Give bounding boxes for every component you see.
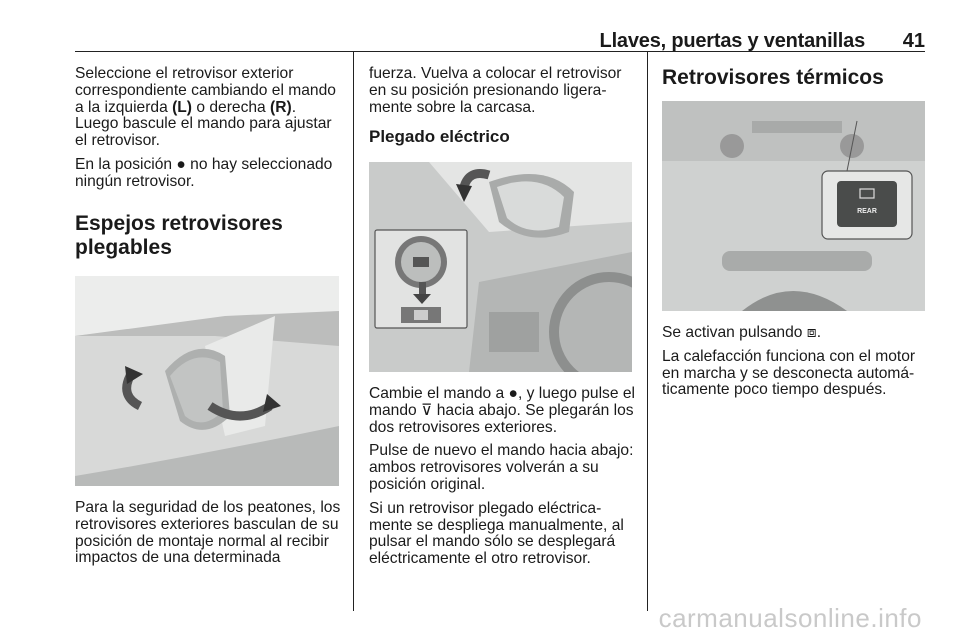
rear-defrost-illustration (662, 101, 925, 311)
text: . Luego bascule el mando para ajustar el retrovisor. (75, 98, 332, 150)
heading-heated-mirrors: Retrovisores térmicos (662, 66, 884, 89)
electric-folding-illustration (369, 162, 632, 372)
rear-button-label: REAR (857, 208, 877, 215)
paragraph-select-mirror (75, 66, 343, 150)
text: Seleccione el retrovisor exterior correspondiente cambiando el mando a la izquierda (75, 65, 336, 116)
label-right: (R) (270, 98, 292, 116)
paragraph-manual-unfold: Si un retrovisor plegado eléctrica-mente se despliega manualmente, al pulsar el mando sólo se desplegará eléctricamente el otro retrovisor. (369, 499, 624, 568)
header-rule (75, 51, 925, 52)
page-header (75, 30, 925, 52)
paragraph-neutral-position: En la posición ● no hay seleccionado ningún retrovisor. (75, 155, 333, 190)
column-2 (369, 66, 637, 147)
paragraph-fold-instructions: Cambie el mando a ●, y luego pulse el mando ⊽ hacia abajo. Se plegarán los dos retrovisores exteriores. (369, 385, 635, 436)
heading-electric-folding: Plegado eléctrico (369, 127, 510, 147)
folding-mirror-illustration (75, 276, 339, 486)
heading-folding-mirrors: Espejos retrovisores plegables (75, 211, 283, 259)
watermark: carmanualsonline.info (658, 603, 922, 633)
paragraph-pedestrian-safety: Para la seguridad de los peatones, los retrovisores exteriores basculan de su posición de montaje normal al recibir impactos de una determinada (75, 499, 341, 567)
text: o derecha (192, 98, 271, 116)
column-divider-1 (353, 51, 354, 611)
paragraph-unfold-instructions: Pulse de nuevo el mando hacia abajo: ambos retrovisores volverán a su posición original. (369, 442, 634, 493)
label-left: (L) (172, 98, 193, 116)
paragraph-heating-operation: La calefacción funciona con el motor en marcha y se desconecta automá-ticamente poco tiempo después. (662, 347, 916, 399)
column-1-bottom (75, 500, 343, 574)
column-2-bottom (369, 386, 637, 575)
column-3 (662, 66, 930, 90)
column-1 (75, 66, 343, 260)
page-number: 41 (902, 30, 925, 52)
column-divider-2 (647, 51, 648, 611)
column-3-bottom (662, 325, 930, 406)
paragraph-activation: Se activan pulsando ⧈. (662, 324, 822, 341)
section-title: Llaves, puertas y ventanillas (599, 30, 865, 52)
paragraph-reposition: fuerza. Vuelva a colocar el retrovisor en su posición presionando ligera-mente sobre la carcasa. (369, 65, 622, 116)
